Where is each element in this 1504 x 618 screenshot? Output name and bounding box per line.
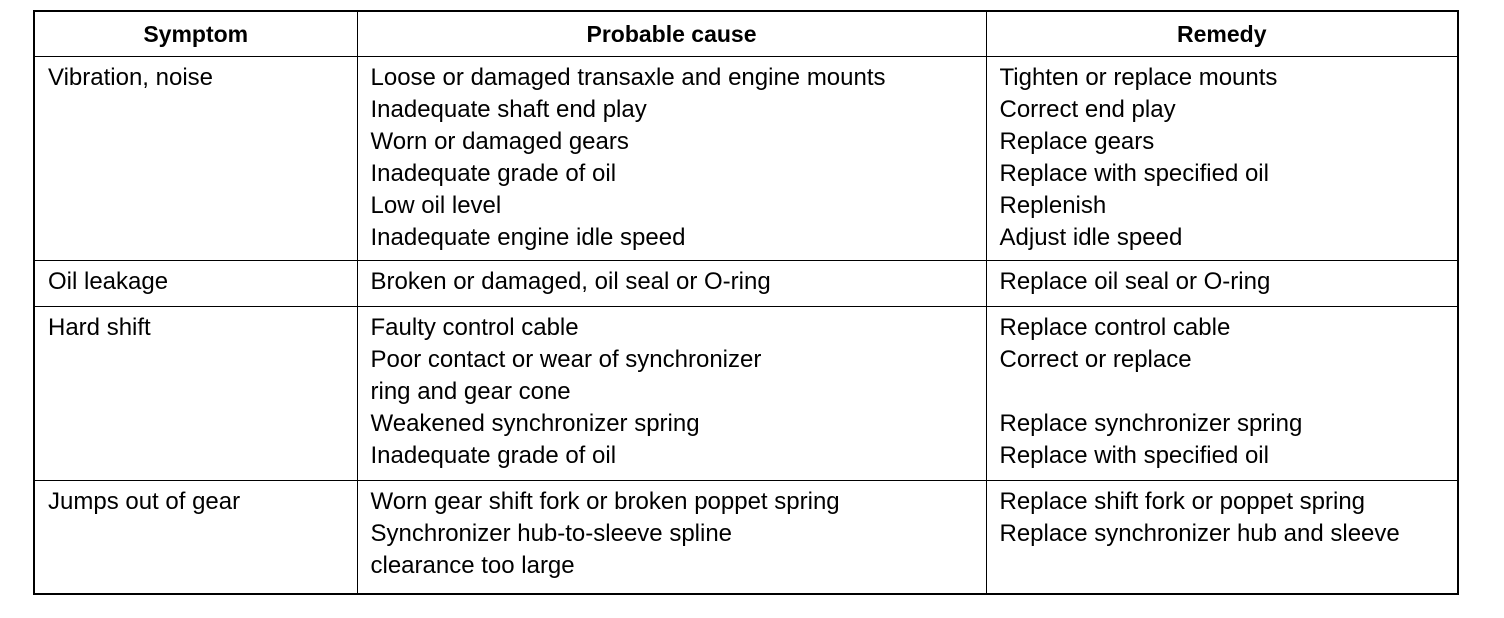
table-row [35, 57, 1457, 261]
symptom-text: Vibration, noise [48, 64, 213, 91]
cause-line: Synchronizer hub-to-sleeve spline [370, 520, 733, 547]
symptom-cell [35, 261, 357, 307]
troubleshooting-table-frame [33, 10, 1459, 595]
cause-line: Loose or damaged transaxle and engine mounts [370, 64, 886, 91]
cause-line: Poor contact or wear of synchronizer [370, 346, 762, 373]
remedy-line: Correct or replace [999, 346, 1192, 373]
table-row [35, 261, 1457, 307]
symptom-text: Oil leakage [48, 268, 169, 295]
symptom-text: Jumps out of gear [48, 488, 241, 515]
header-remedy: Remedy [986, 12, 1457, 57]
cause-cell [357, 481, 986, 593]
remedy-line: Replace control cable [999, 314, 1231, 341]
cause-line: Inadequate grade of oil [370, 442, 617, 469]
remedy-line: Replace synchronizer spring [999, 410, 1303, 437]
cause-cell [357, 261, 986, 307]
cause-line: Weakened synchronizer spring [370, 410, 700, 437]
remedy-line: Tighten or replace mounts [999, 64, 1278, 91]
remedy-line: Replace with specified oil [999, 160, 1269, 187]
symptom-text: Hard shift [48, 314, 151, 341]
remedy-line: Adjust idle speed [999, 224, 1183, 251]
remedy-line: Correct end play [999, 96, 1176, 123]
cause-line: ring and gear cone [370, 378, 571, 405]
remedy-cell [986, 307, 1457, 481]
table-header-row [35, 12, 1457, 57]
cause-line: Broken or damaged, oil seal or O-ring [370, 268, 771, 295]
cause-line: Worn gear shift fork or broken poppet spring [370, 488, 840, 515]
symptom-cell [35, 57, 357, 261]
remedy-line [1000, 376, 1446, 408]
cause-line: Worn or damaged gears [370, 128, 629, 155]
remedy-line: Replace synchronizer hub and sleeve [999, 520, 1400, 547]
cause-cell [357, 57, 986, 261]
remedy-line: Replace with specified oil [999, 442, 1269, 469]
header-probable-cause: Probable cause [357, 12, 986, 57]
cause-cell [357, 307, 986, 481]
remedy-cell [986, 481, 1457, 593]
remedy-cell [986, 57, 1457, 261]
remedy-line: Replace oil seal or O-ring [999, 268, 1271, 295]
cause-line: Faulty control cable [370, 314, 579, 341]
cause-line: Inadequate shaft end play [370, 96, 647, 123]
cause-line: Inadequate grade of oil [370, 160, 617, 187]
remedy-line: Replace shift fork or poppet spring [999, 488, 1366, 515]
cause-line: Low oil level [370, 192, 502, 219]
remedy-line: Replace gears [999, 128, 1155, 155]
remedy-line: Replenish [999, 192, 1107, 219]
table-row [35, 307, 1457, 481]
table-row [35, 481, 1457, 593]
troubleshooting-table [35, 12, 1457, 593]
header-symptom: Symptom [35, 12, 357, 57]
symptom-cell [35, 481, 357, 593]
cause-line: clearance too large [370, 552, 575, 579]
symptom-cell [35, 307, 357, 481]
cause-line: Inadequate engine idle speed [370, 224, 686, 251]
remedy-cell [986, 261, 1457, 307]
